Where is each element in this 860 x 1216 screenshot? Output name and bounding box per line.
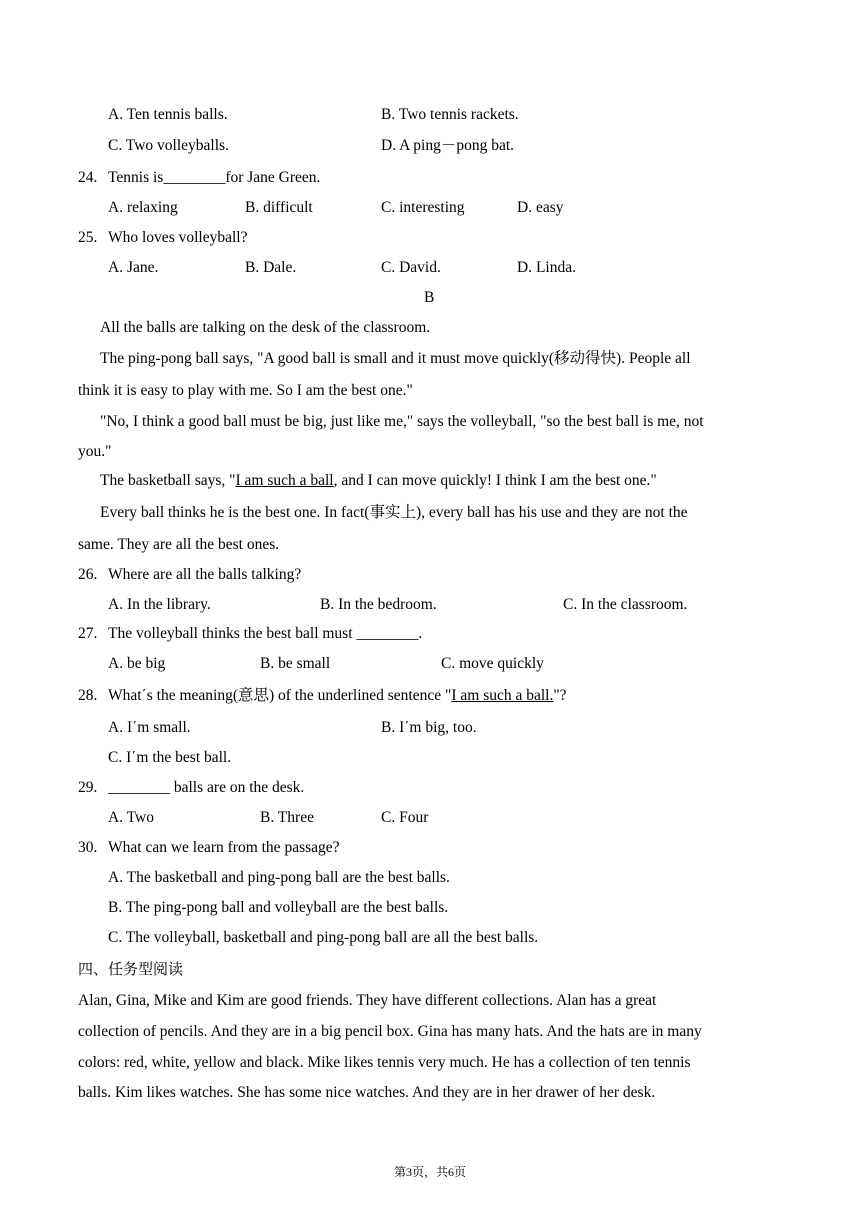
q25-option-a: A. Jane. [108,259,159,276]
q26-option-a: A. In the library. [108,596,211,613]
q30-option-b: B. The ping-pong ball and volleyball are the best balls. [108,899,449,916]
q27-option-a: A. be big [108,655,166,672]
page-footer: 第3页，共6页 [393,1165,466,1179]
q26-number: 26. [78,566,98,583]
q25-question: Who loves volleyball? [108,229,248,246]
q30-option-a: A. The basketball and ping-pong ball are the best balls. [108,869,450,886]
passage-paragraph-4 [100,471,657,491]
q27-number: 27. [78,625,98,642]
q24-question: Tennis is________for Jane Green. [108,169,321,186]
q24-option-d: D. easy [517,199,564,216]
section-4-text-line-1: Alan, Gina, Mike and Kim are good friends. They have different collections. Alan has a great [78,992,657,1009]
q27-question: The volleyball thinks the best ball must ________. [108,625,423,642]
q28-underlined-sentence: I am such a ball. [451,687,554,704]
q24-option-b: B. difficult [245,199,313,216]
q26-option-b: B. In the bedroom. [320,596,437,613]
q24-option-c: C. interesting [381,199,465,216]
q30-number: 30. [78,839,98,856]
section-4-text-line-3: colors: red, white, yellow and black. Mike likes tennis very much. He has a collection of ten tennis [78,1054,691,1071]
q23-option-d: D. A ping－pong bat. [381,137,515,154]
q29-number: 29. [78,779,98,796]
q26-option-c: C. In the classroom. [563,596,688,613]
section-4-text-line-4: balls. Kim likes watches. She has some nice watches. And they are in her drawer of her desk. [78,1084,656,1101]
passage-paragraph-1: All the balls are talking on the desk of the classroom. [100,319,431,336]
q24-option-a: A. relaxing [108,199,178,216]
q23-option-a: A. Ten tennis balls. [108,106,228,123]
q24-number: 24. [78,169,98,186]
underlined-sentence: I am such a ball [235,472,334,489]
q26-question: Where are all the balls talking? [108,566,302,583]
section-b-label: B [424,289,435,306]
passage-paragraph-5-line-2: same. They are all the best ones. [78,536,280,553]
passage-paragraph-3-line-1: "No, I think a good ball must be big, just like me," says the volleyball, "so the best ball is me, not [100,413,704,430]
q25-option-b: B. Dale. [245,259,297,276]
q27-option-b: B. be small [260,655,331,672]
q28-number: 28. [78,687,98,704]
q25-option-d: D. Linda. [517,259,576,276]
passage-paragraph-3-line-2: you." [78,443,112,460]
q28-question-lead: What΄s the meaning(意思) of the underlined sentence " [108,687,452,704]
passage-paragraph-2-line-1: The ping-pong ball says, "A good ball is small and it must move quickly(移动得快). People all [100,350,691,367]
q29-option-a: A. Two [108,809,154,826]
q29-option-c: C. Four [381,809,429,826]
q23-option-b: B. Two tennis rackets. [381,106,519,123]
q29-question: ________ balls are on the desk. [108,779,305,796]
q25-number: 25. [78,229,98,246]
q23-option-c: C. Two volleyballs. [108,137,229,154]
q28-option-c: C. I΄m the best ball. [108,749,232,766]
q30-question: What can we learn from the passage? [108,839,340,856]
q28-question-end: "? [553,687,567,704]
section-4-text-line-2: collection of pencils. And they are in a big pencil box. Gina has many hats. And the hats are in many [78,1023,702,1040]
passage-paragraph-2-line-2: think it is easy to play with me. So I am the best one." [78,382,413,399]
paragraph-4-lead: The basketball says, " [100,472,236,489]
q25-option-c: C. David. [381,259,441,276]
paragraph-4-rest: , and I can move quickly! I think I am the best one." [333,472,657,489]
section-4-heading: 四、任务型阅读 [78,960,184,978]
q30-option-c: C. The volleyball, basketball and ping-pong ball are all the best balls. [108,929,539,946]
q28-option-b: B. I΄m big, too. [381,719,477,736]
q28-question [108,686,567,706]
q27-option-c: C. move quickly [441,655,544,672]
passage-paragraph-5-line-1: Every ball thinks he is the best one. In fact(事实上), every ball has his use and they are not the [100,504,688,521]
q28-option-a: A. I΄m small. [108,719,191,736]
q29-option-b: B. Three [260,809,314,826]
